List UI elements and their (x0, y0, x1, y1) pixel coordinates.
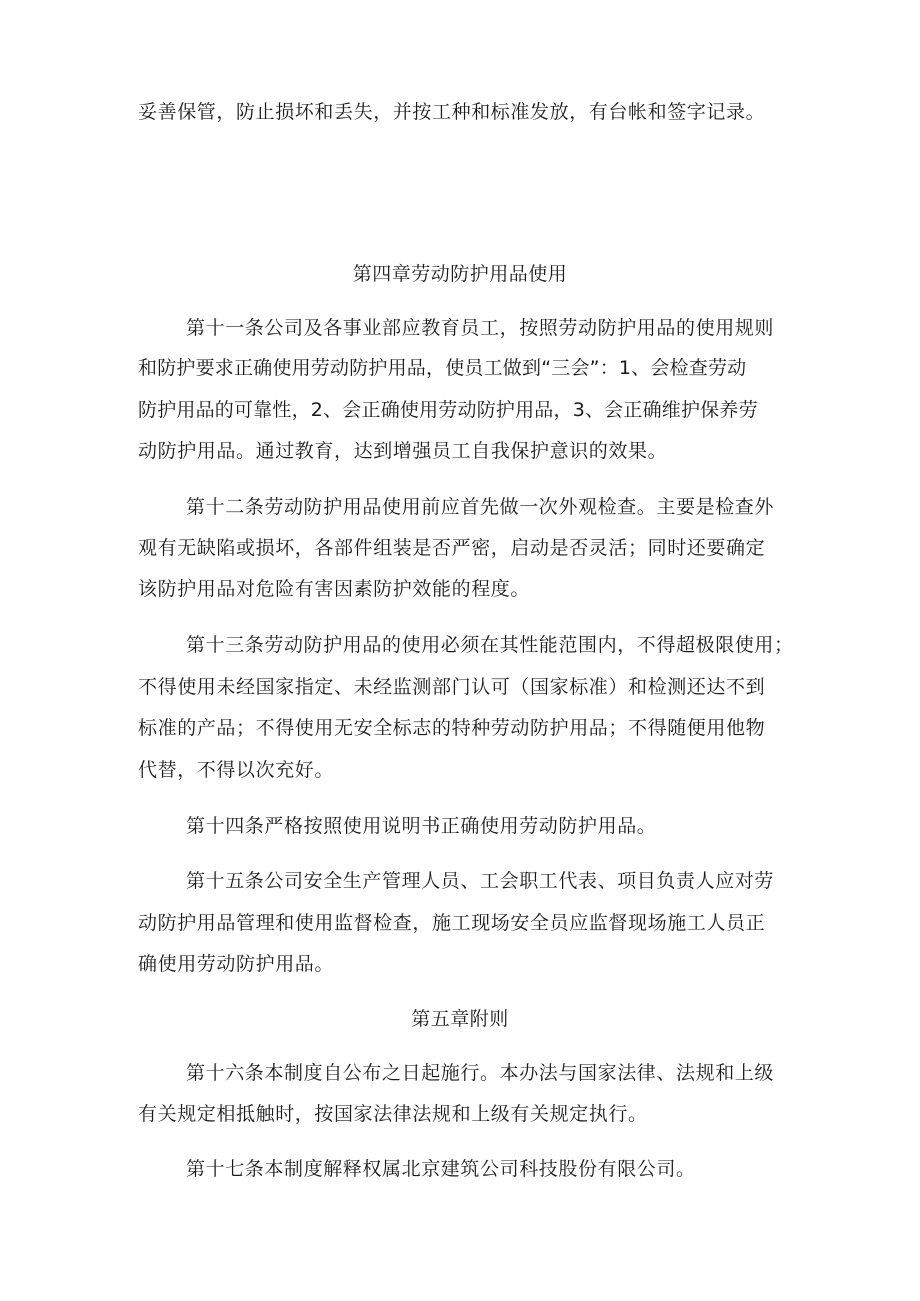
article-11-line-2: 和防护要求正确使用劳动防护用品，使员工做到“三会”：1、会检查劳动 (138, 357, 747, 379)
article-11-line-1: 第十一条公司及各事业部应教育员工，按照劳动防护用品的使用规则 (186, 317, 775, 339)
article-12-line-2: 观有无缺陷或损坏，各部件组装是否严密，启动是否灵活；同时还要确定 (138, 537, 766, 559)
article-15-line-1: 第十五条公司安全生产管理人员、工会职工代表、项目负责人应对劳 (186, 870, 775, 892)
article-13-line-4: 代替，不得以次充好。 (138, 759, 335, 781)
article-15-line-3: 确使用劳动防护用品。 (138, 953, 335, 975)
article-16-line-1: 第十六条本制度自公布之日起施行。本办法与国家法律、法规和上级 (186, 1062, 775, 1084)
article-11-line-3: 防护用品的可靠性，2、会正确使用劳动防护用品，3、会正确维护保养劳 (138, 399, 758, 421)
article-16-line-2: 有关规定相抵触时，按国家法律法规和上级有关规定执行。 (138, 1103, 648, 1125)
intro-line: 妥善保管，防止损坏和丢失，并按工种和标准发放，有台帐和签字记录。 (138, 101, 766, 123)
article-13-line-1: 第十三条劳动防护用品的使用必须在其性能范围内，不得超极限使用； (186, 634, 794, 656)
chapter-4-title: 第四章劳动防护用品使用 (352, 263, 568, 285)
article-11-line-4: 动防护用品。通过教育，达到增强员工自我保护意识的效果。 (138, 440, 668, 462)
article-13-line-3: 标准的产品；不得使用无安全标志的特种劳动防护用品；不得随便用他物 (138, 717, 766, 739)
article-14-line-1: 第十四条严格按照使用说明书正确使用劳动防护用品。 (186, 815, 657, 837)
article-15-line-2: 动防护用品管理和使用监督检查，施工现场安全员应监督现场施工人员正 (138, 912, 766, 934)
article-12-line-1: 第十二条劳动防护用品使用前应首先做一次外观检查。主要是检查外 (186, 496, 775, 518)
article-17-line-1: 第十七条本制度解释权属北京建筑公司科技股份有限公司。 (186, 1158, 696, 1180)
article-13-line-2: 不得使用未经国家指定、未经监测部门认可（国家标准）和检测还达不到 (138, 676, 766, 698)
chapter-5-title: 第五章附则 (411, 1008, 509, 1030)
article-12-line-3: 该防护用品对危险有害因素防护效能的程度。 (138, 578, 531, 600)
